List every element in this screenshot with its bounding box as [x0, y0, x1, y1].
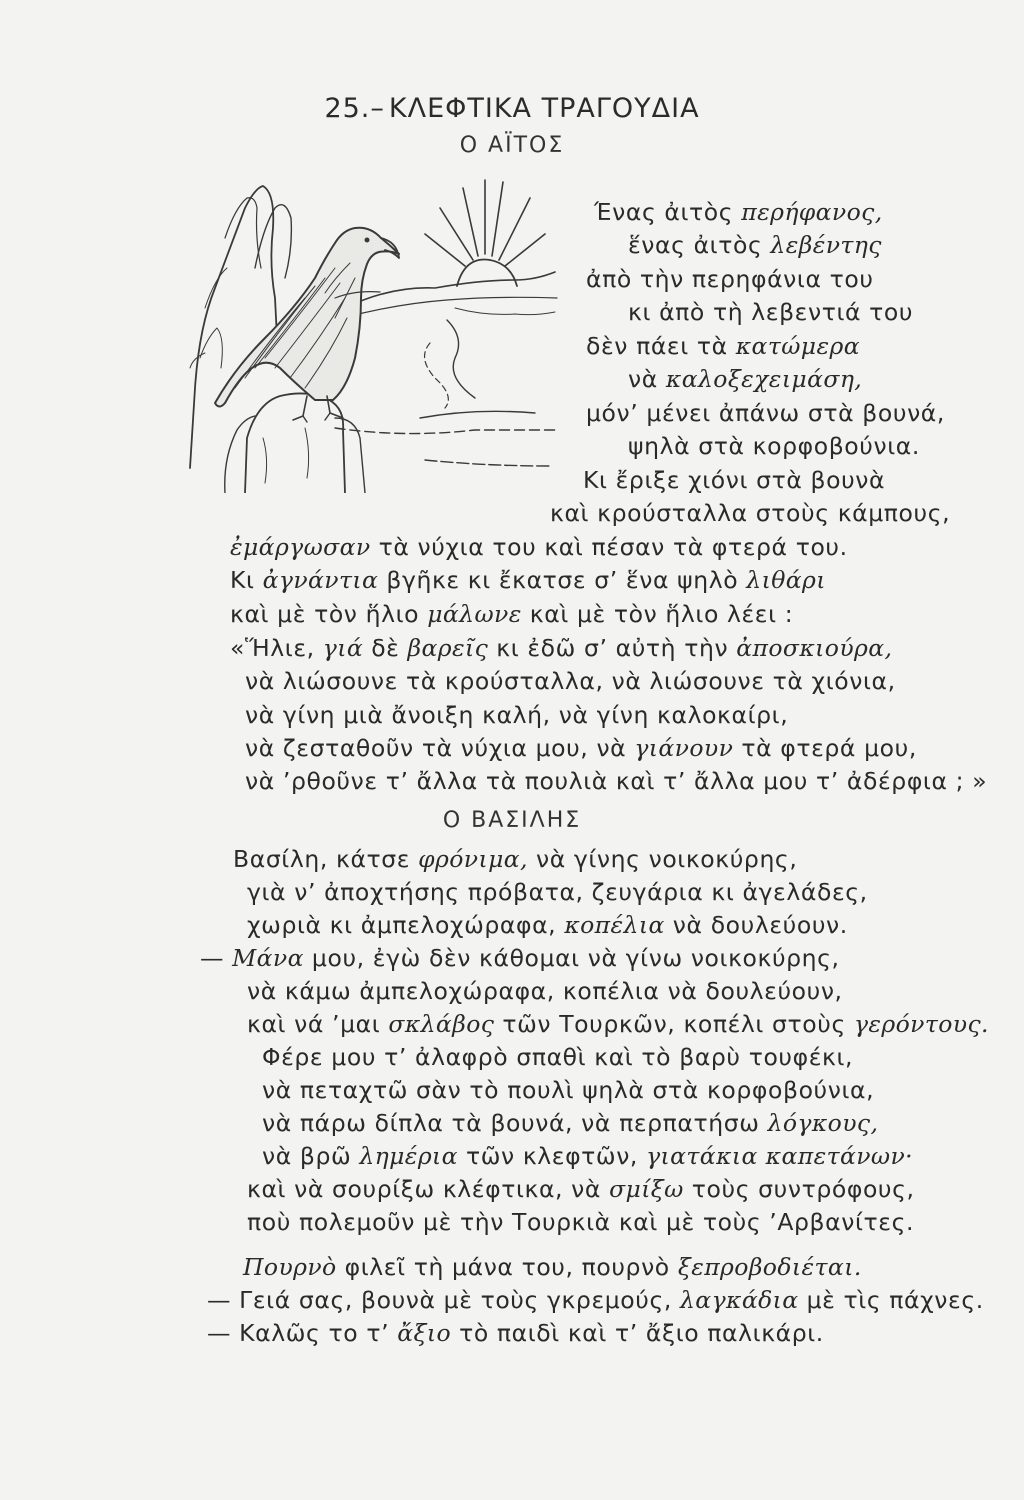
poem1-line-2: [628, 229, 882, 261]
poem1-line-16: [245, 699, 788, 731]
line-text: — Καλῶς το τ’: [207, 1319, 398, 1347]
poem2-line-9: [262, 1107, 878, 1139]
poem2-line-8: [262, 1074, 874, 1106]
line-text: φιλεῖ τὴ μάνα του, πουρνὸ: [336, 1253, 678, 1281]
line-text: γιὰ ν’ ἀποχτήσης πρόβατα, ζευγάρια κι ἀγελάδες,: [247, 878, 868, 906]
line-text: χωριὰ κι ἀμπελοχώραφα,: [247, 911, 565, 939]
line-text: ἀπὸ τὴν περηφάνια του: [586, 265, 874, 293]
line-text-italic: λημέρια: [359, 1142, 458, 1170]
poem1-line-15: [245, 665, 896, 697]
line-text-italic: ἄξιο: [397, 1319, 451, 1347]
line-text: νὰ: [628, 365, 666, 393]
line-text-italic: λιθάρι: [746, 566, 826, 594]
line-text: μόν’ μένει ἀπάνω στὰ βουνά,: [586, 399, 945, 427]
poem1-line-8: [628, 430, 920, 462]
line-text: μου, ἐγὼ δὲν κάθομαι νὰ γίνω νοικοκύρης,: [303, 944, 840, 972]
line-text: νὰ γίνη μιὰ ἄνοιξη καλή, νὰ γίνη καλοκαίρι,: [245, 701, 789, 729]
eagle-illustration-icon: [185, 168, 565, 493]
poem2-line-11: [247, 1173, 915, 1205]
poem2-line-7: [262, 1041, 853, 1073]
line-text: Βασίλη, κάτσε: [233, 845, 419, 873]
line-text: νὰ δουλεύουν.: [664, 911, 848, 939]
line-text-italic: ἀγνάντια: [262, 566, 379, 594]
line-text-italic: σμίξω: [609, 1175, 684, 1203]
line-text: δὲν πάει τὰ: [586, 332, 736, 360]
poem-title-eagle: Ο ΑΪΤΟΣ: [459, 133, 565, 158]
line-text: κι ἐδῶ σ’ αὐτὴ τὴν: [488, 634, 737, 662]
poem2-line-10: [262, 1140, 913, 1172]
line-text-italic: κοπέλια: [564, 911, 665, 939]
line-text-italic: σκλάβος: [388, 1010, 495, 1038]
poem1-line-5: [586, 330, 860, 362]
line-text-italic: ἐμάργωσαν: [230, 533, 371, 561]
line-text-italic: λαγκάδια: [680, 1286, 799, 1314]
poem2-line-2: [247, 876, 868, 908]
line-text-italic: περήφανος,: [741, 198, 883, 226]
line-text-italic: γερόντους.: [853, 1010, 989, 1038]
line-text: νὰ λιώσουνε τὰ κρούσταλλα, νὰ λιώσουνε τὰ χιόνια,: [245, 667, 896, 695]
line-text: καὶ μὲ τὸν ἥλιο λέει :: [521, 600, 794, 628]
line-text: ποὺ πολεμοῦν μὲ τὴν Τουρκιὰ καὶ μὲ τοὺς ’Αρβανίτες.: [247, 1208, 915, 1236]
line-text-italic: γιά: [322, 634, 364, 662]
poem2-line-1: [233, 843, 797, 875]
line-text: — Γειά σας, βουνὰ μὲ τοὺς γκρεμούς,: [207, 1286, 680, 1314]
line-text: —: [200, 944, 233, 972]
line-text-italic: λεβέντης: [770, 231, 882, 259]
line-text: νὰ κάμω ἀμπελοχώραφα, κοπέλια νὰ δουλεύουν,: [247, 977, 843, 1005]
poem1-line-17: [245, 732, 917, 764]
line-text-italic: μάλωνε: [427, 600, 522, 628]
line-text: τὰ νύχια του καὶ πέσαν τὰ φτερά του.: [370, 533, 848, 561]
line-text: δὲ: [363, 634, 408, 662]
poem-title-vasilis: Ο ΒΑΣΙΛΗΣ: [442, 808, 582, 833]
poem1-line-10: [550, 497, 950, 529]
poem2-line-5: [247, 975, 843, 1007]
line-text: νὰ πάρω δίπλα τὰ βουνά, νὰ περπατήσω: [262, 1109, 768, 1137]
line-text-italic: βαρεῖς: [407, 634, 489, 662]
chapter-number: 25.–: [324, 93, 385, 124]
poem2-line-4: [200, 942, 840, 974]
line-text: καὶ νὰ σουρίξω κλέφτικα, νὰ: [247, 1175, 610, 1203]
line-text-italic: Μάνα: [232, 944, 304, 972]
chapter-heading: ΚΛΕΦΤΙΚΑ ΤΡΑΓΟΥΔΙΑ: [388, 93, 700, 124]
line-text: νὰ πεταχτῶ σὰν τὸ πουλὶ ψηλὰ στὰ κορφοβούνια,: [262, 1076, 875, 1104]
line-text: καὶ νά ’μαι: [247, 1010, 389, 1038]
line-text: τοὺς συντρόφους,: [683, 1175, 915, 1203]
line-text-italic: ξεπροβοδιέται.: [677, 1253, 862, 1281]
line-text: μὲ τὶς πάχνες.: [798, 1286, 984, 1314]
poem2-line-15: [207, 1317, 824, 1349]
poem1-line-7: [586, 397, 945, 429]
poem1-line-4: [628, 296, 913, 328]
line-text: τῶν κλεφτῶν,: [457, 1142, 647, 1170]
line-text: ψηλὰ στὰ κορφοβούνια.: [628, 432, 920, 460]
line-text-italic: ἀποσκιούρα,: [736, 634, 893, 662]
poem1-line-12: [230, 564, 826, 596]
line-text: νὰ ’ρθοῦνε τ’ ἄλλα τὰ πουλιὰ καὶ τ’ ἄλλα μου τ’ ἀδέρφια ; »: [245, 767, 988, 795]
line-text-italic: γιατάκια καπετάνων·: [646, 1142, 914, 1170]
line-text: Κι ἔριξε χιόνι στὰ βουνὰ: [583, 466, 886, 494]
line-text: «Ἥλιε,: [230, 634, 323, 662]
line-text: βγῆκε κι ἔκατσε σ’ ἕνα ψηλὸ: [378, 566, 747, 594]
poem1-line-1: [594, 196, 883, 228]
line-text: Ένας ἀιτὸς: [594, 198, 742, 226]
poem2-line-13: [243, 1251, 862, 1283]
line-text: Κι: [230, 566, 263, 594]
line-text: καὶ μὲ τὸν ἥλιο: [230, 600, 428, 628]
chapter-title: [0, 93, 1024, 124]
line-text-italic: καλοξεχειμάση,: [665, 365, 863, 393]
line-text-italic: γιάνουν: [634, 734, 734, 762]
poem1-line-18: [245, 765, 987, 797]
poem1-line-14: [230, 632, 892, 664]
poem2-line-6: [247, 1008, 989, 1040]
line-text: τὸ παιδὶ καὶ τ’ ἄξιο παλικάρι.: [451, 1319, 824, 1347]
line-text: τὰ φτερά μου,: [733, 734, 917, 762]
line-text: νὰ γίνης νοικοκύρης,: [527, 845, 798, 873]
poem1-line-13: [230, 598, 793, 630]
line-text: Φέρε μου τ’ ἀλαφρὸ σπαθὶ καὶ τὸ βαρὺ τουφέκι,: [262, 1043, 854, 1071]
line-text: ἕνας ἀιτὸς: [628, 231, 771, 259]
poem1-line-9: [583, 464, 885, 496]
line-text-italic: φρόνιμα,: [418, 845, 528, 873]
line-text: κι ἀπὸ τὴ λεβεντιά του: [628, 298, 914, 326]
line-text: καὶ κρούσταλλα στοὺς κάμπους,: [550, 499, 951, 527]
line-text: νὰ βρῶ: [262, 1142, 360, 1170]
line-text-italic: κατώμερα: [735, 332, 860, 360]
poem1-line-6: [628, 363, 862, 395]
poem1-line-3: [586, 263, 874, 295]
poem2-line-12: [247, 1206, 914, 1238]
poem2-line-3: [247, 909, 848, 941]
line-text: τῶν Τουρκῶν, κοπέλι στοὺς: [494, 1010, 854, 1038]
line-text-italic: λόγκους,: [767, 1109, 879, 1137]
line-text-italic: Πουρνὸ: [243, 1253, 337, 1281]
poem2-line-14: [207, 1284, 984, 1316]
line-text: νὰ ζεσταθοῦν τὰ νύχια μου, νὰ: [245, 734, 635, 762]
poem1-line-11: [230, 531, 848, 563]
